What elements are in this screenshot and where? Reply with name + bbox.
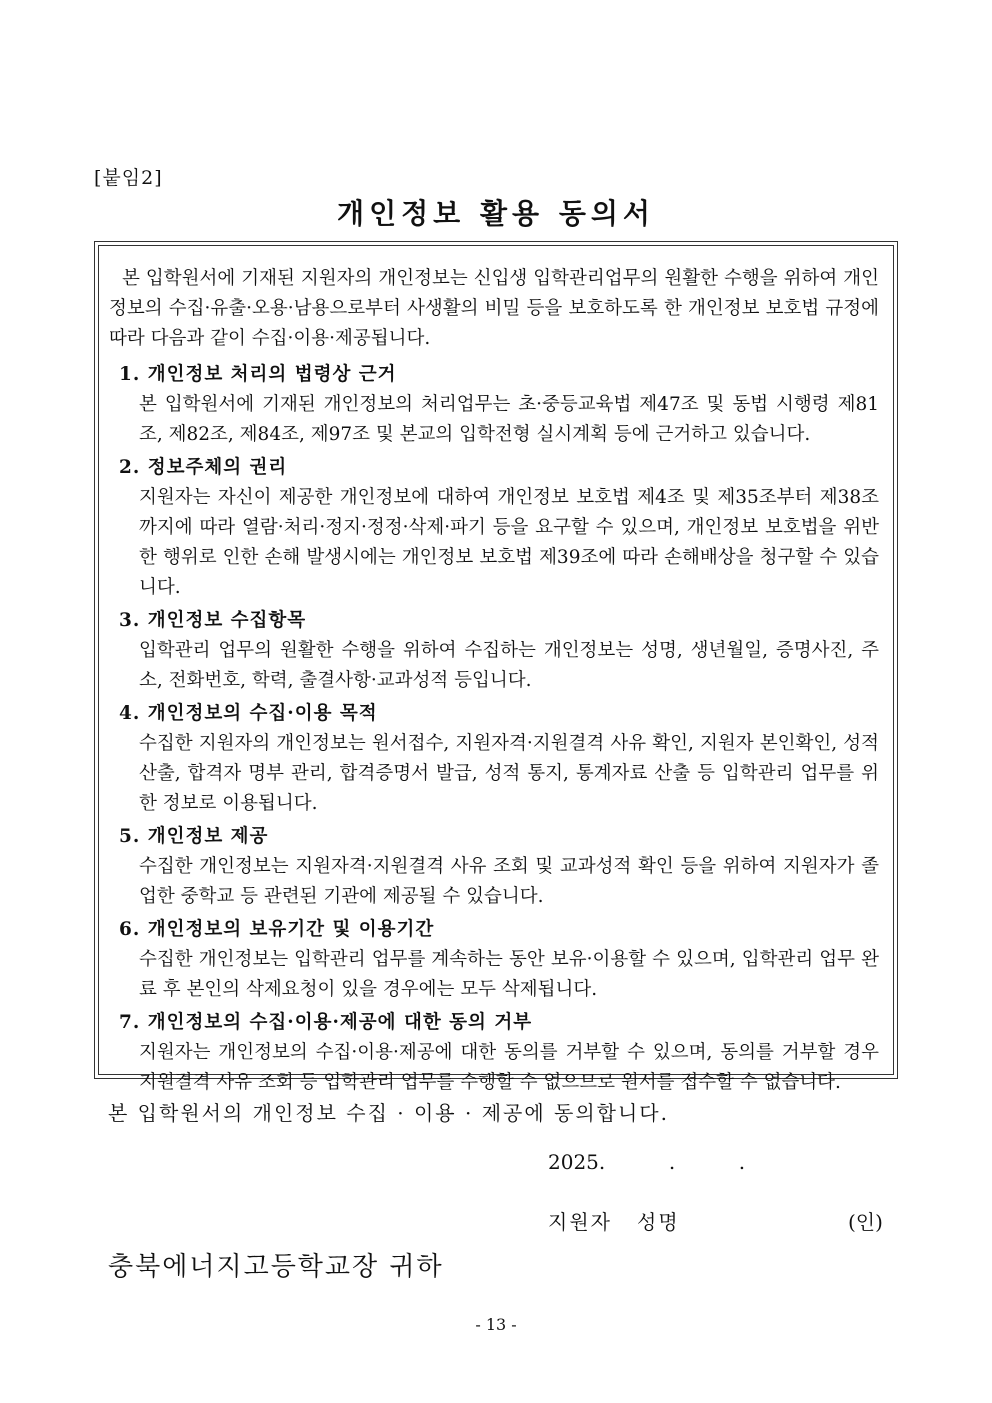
agreement-statement: 본 입학원서의 개인정보 수집 · 이용 · 제공에 동의합니다.	[108, 1101, 669, 1125]
consent-terms-content	[109, 264, 879, 1098]
recipient: 충북에너지고등학교장 귀하	[108, 1252, 444, 1282]
section-legal-basis	[109, 360, 879, 450]
section-provision	[109, 822, 879, 912]
section-body: 수집한 지원자의 개인정보는 원서접수, 지원자격·지원결격 사유 확인, 지원자 본인확인, 성적산출, 합격자 명부 관리, 합격증명서 발급, 성적 통지, 통계자료 산출 등 입학관리 업무를 위한 정보로 이용됩니다.	[139, 733, 879, 814]
date-field: 2025. . .	[548, 1150, 746, 1174]
section-purpose	[109, 699, 879, 819]
applicant-name-label: 지원자 성명	[548, 1210, 680, 1234]
section-body: 입학관리 업무의 원활한 수행을 위하여 수집하는 개인정보는 성명, 생년월일, 증명사진, 주소, 전화번호, 학력, 출결사항·교과성적 등입니다.	[139, 640, 879, 691]
section-body: 수집한 개인정보는 지원자격·지원결격 사유 조회 및 교과성적 확인 등을 위하여 지원자가 졸업한 중학교 등 관련된 기관에 제공될 수 있습니다.	[139, 856, 879, 907]
seal-mark: (인)	[848, 1210, 883, 1234]
section-title: 6. 개인정보의 보유기간 및 이용기간	[119, 919, 435, 940]
section-title: 1. 개인정보 처리의 법령상 근거	[119, 364, 397, 385]
section-body: 지원자는 자신이 제공한 개인정보에 대하여 개인정보 보호법 제4조 및 제35조부터 제38조까지에 따라 열람·처리·정지·정정·삭제·파기 등을 요구할 수 있으며, 개인정보 보호법을 위반한 행위로 인한 손해 발생시에는 개인정보 보호법 제39조에 따라 손해배상을 청구할 수 있습니다.	[139, 487, 879, 598]
section-body: 지원자는 개인정보의 수집·이용·제공에 대한 동의를 거부할 수 있으며, 동의를 거부할 경우 지원결격 사유 조회 등 입학관리 업무를 수행할 수 없으므로 원서를 접수할 수 없습니다.	[139, 1042, 879, 1093]
page-title: 개인정보 활용 동의서	[337, 197, 655, 230]
section-refusal	[109, 1008, 879, 1098]
page-number: - 13 -	[475, 1315, 517, 1334]
section-body: 본 입학원서에 기재된 개인정보의 처리업무는 초·중등교육법 제47조 및 동법 시행령 제81조, 제82조, 제84조, 제97조 및 본교의 입학전형 실시계획 등에 근거하고 있습니다.	[139, 394, 879, 445]
intro-paragraph: 본 입학원서에 기재된 지원자의 개인정보는 신입생 입학관리업무의 원활한 수행을 위하여 개인정보의 수집·유출·오용·남용으로부터 사생활의 비밀 등을 보호하도록 한 개인정보 보호법 규정에 따라 다음과 같이 수집·이용·제공됩니다.	[109, 268, 879, 349]
section-subject-rights	[109, 453, 879, 603]
section-title: 2. 정보주체의 권리	[119, 457, 288, 478]
section-body: 수집한 개인정보는 입학관리 업무를 계속하는 동안 보유·이용할 수 있으며, 입학관리 업무 완료 후 본인의 삭제요청이 있을 경우에는 모두 삭제됩니다.	[139, 949, 879, 1000]
section-title: 4. 개인정보의 수집·이용 목적	[119, 703, 378, 724]
section-title: 7. 개인정보의 수집·이용·제공에 대한 동의 거부	[119, 1012, 533, 1033]
attachment-label: [붙임2]	[94, 167, 163, 189]
section-title: 3. 개인정보 수집항목	[119, 610, 307, 631]
section-collected-items	[109, 606, 879, 696]
section-title: 5. 개인정보 제공	[119, 826, 269, 847]
section-retention	[109, 915, 879, 1005]
consent-terms-box	[94, 241, 898, 1093]
